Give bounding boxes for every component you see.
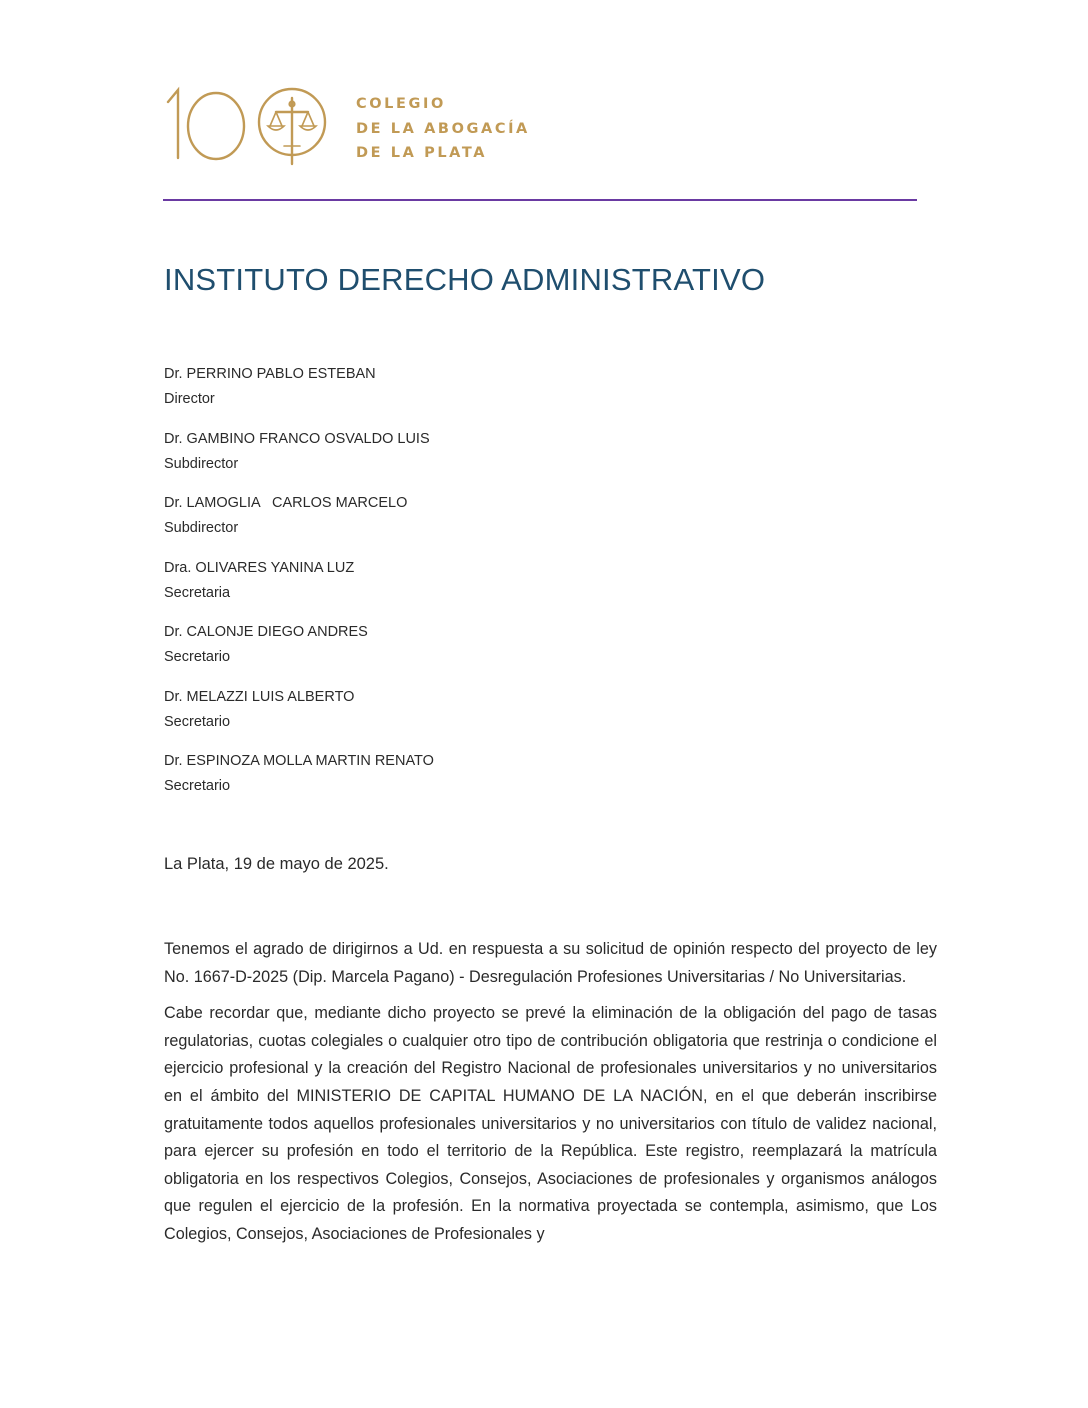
letter-date: La Plata, 19 de mayo de 2025. [164,855,389,873]
institution-logo [166,80,530,170]
authority-role: Subdirector [164,520,239,536]
authority-role: Secretaria [164,584,231,601]
authority-name: Dr. LAMOGLIA CARLOS MARCELO [164,495,408,511]
centenary-seal-icon [166,80,356,170]
authority-entry [164,556,664,621]
authority-entry [164,491,664,556]
authority-name: Dr. CALONJE DIEGO ANDRES [164,624,368,640]
authority-role: Director [164,391,215,407]
authority-role: Secretario [164,649,231,665]
authority-name: Dr. GAMBINO FRANCO OSVALDO LUIS [164,430,430,447]
authorities-list [164,362,664,814]
logo-wordmark [356,92,530,166]
logo-line-2: DE LA ABOGACÍA [356,120,530,137]
authority-name: Dr. PERRINO PABLO ESTEBAN [164,366,376,382]
authority-role: Secretario [164,713,231,730]
authority-role: Secretario [164,778,231,794]
authority-name: Dr. ESPINOZA MOLLA MARTIN RENATO [164,753,434,769]
body-paragraph-1: Tenemos el agrado de dirigirnos a Ud. en respuesta a su solicitud de opinión respecto del proyecto de ley No. 1667-D-2025 (Dip. Marcela Pagano) - Desregulación Profesiones Universitarias / No Universitarias. [164,940,937,986]
header-divider [163,199,917,201]
authority-entry [164,620,664,685]
authority-entry [164,427,664,492]
letter-body [164,936,937,1258]
authority-name: Dr. MELAZZI LUIS ALBERTO [164,688,355,705]
body-paragraph-2: Cabe recordar que, mediante dicho proyecto se prevé la eliminación de la obligación del pago de tasas regulatorias, cuotas colegiales o cualquier otro tipo de contribución obligatoria que restrinja o condicione el ejercicio profesional y la creación del Registro Nacional de profesionales universitarios y no universitarios en el ámbito del MINISTERIO DE CAPITAL HUMANO DE LA NACIÓN, en el que deberán inscribirse gratuitamente todos aquellos profesionales universitarios y no universitarios con título de validez nacional, para ejercer su profesión en todo el territorio de la República. Este registro, reemplazará la matrícula obligatoria en los respectivos Colegios, Consejos, Asociaciones de profesionales y organismos análogos que regulen el ejercicio de la profesión. En la normativa proyectada se contempla, asimismo, que Los Colegios, Consejos, Asociaciones de Profesionales y [164,1004,937,1243]
logo-line-1: COLEGIO [356,96,446,112]
page-title: INSTITUTO DERECHO ADMINISTRATIVO [164,262,766,297]
authority-entry [164,685,664,750]
logo-line-3: DE LA PLATA [356,145,488,161]
authority-name: Dra. OLIVARES YANINA LUZ [164,559,355,576]
authority-entry [164,362,664,427]
authority-role: Subdirector [164,455,239,472]
authority-entry [164,749,664,814]
